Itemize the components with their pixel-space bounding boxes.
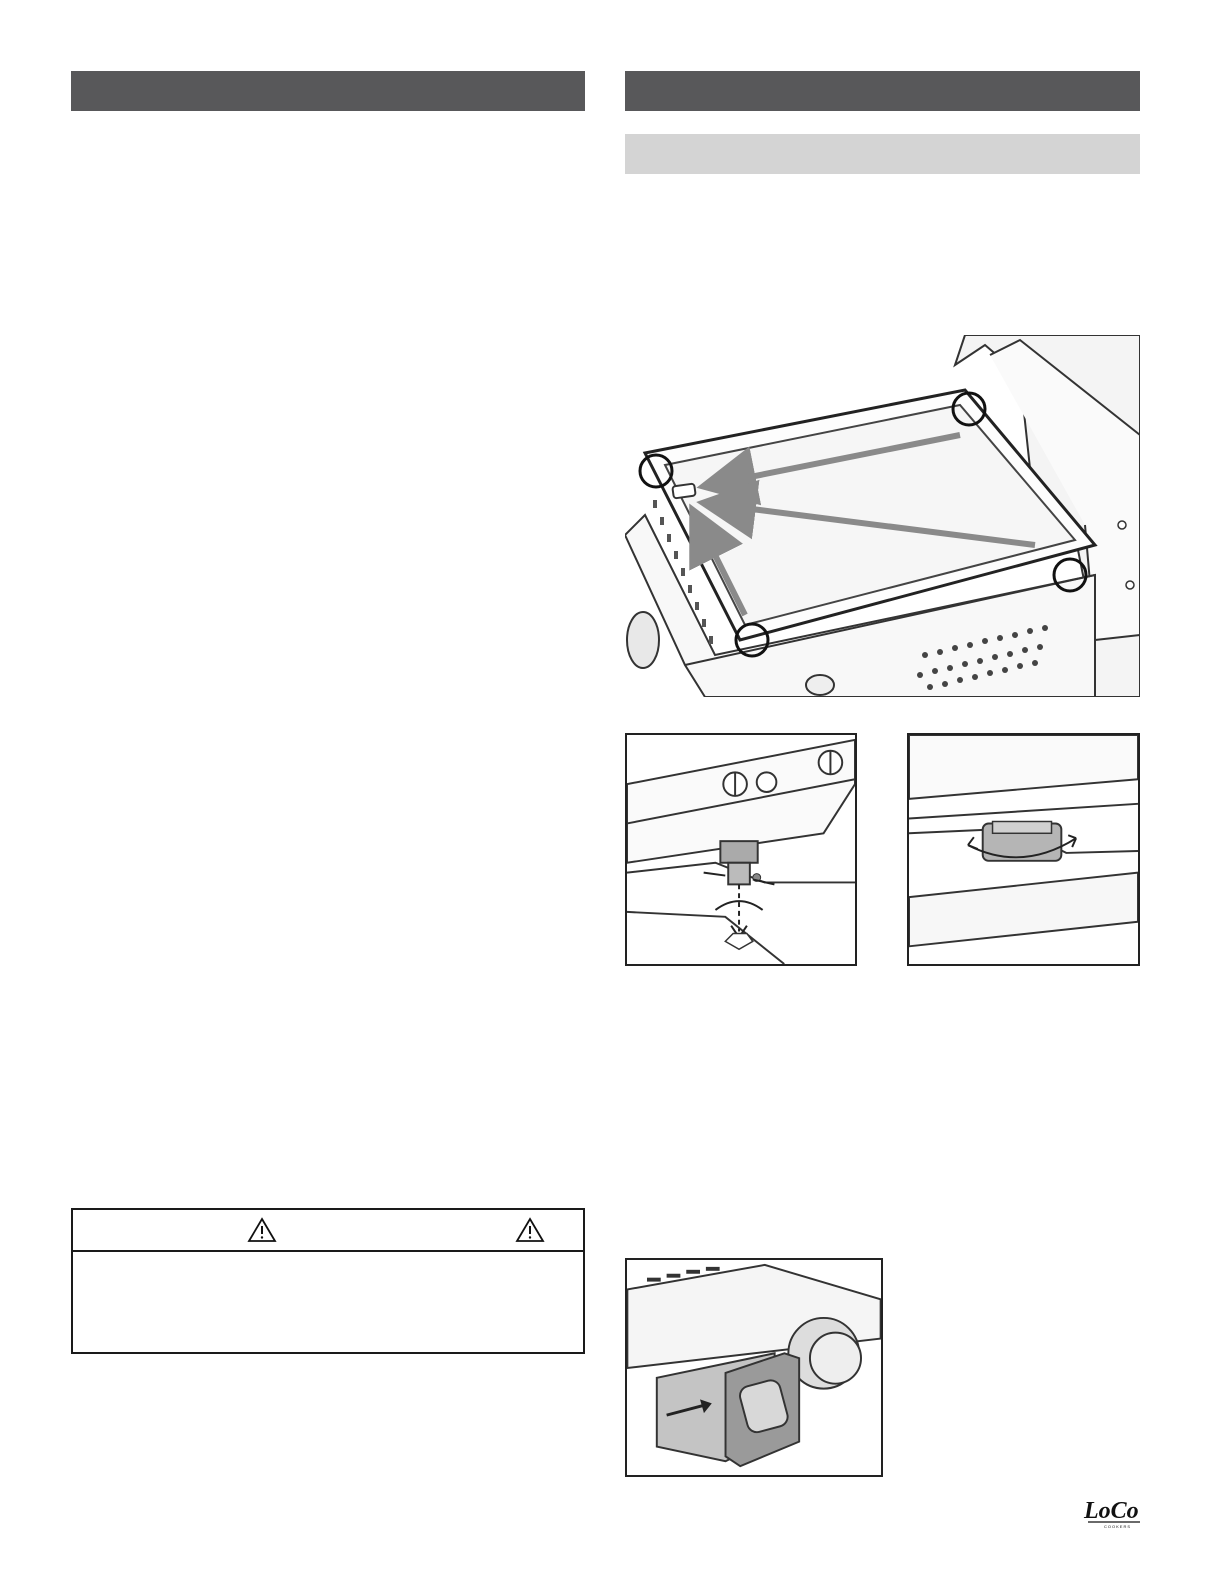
leveling-foot-detail [625,733,857,966]
svg-text:COOKERS: COOKERS [1104,1524,1132,1529]
left-section-header [71,71,585,111]
warning-triangle-icon [515,1217,545,1243]
griddle-tray-leveling-illustration [625,335,1140,697]
svg-text:LoCo: LoCo [1084,1498,1139,1524]
leveling-nut-detail-illustration [909,735,1138,964]
leveling-foot-detail-illustration [627,735,855,964]
griddle-tray-illustration [625,335,1140,697]
warning-triangle-icon [247,1217,277,1243]
brand-logo [1082,1494,1148,1530]
right-section-header [625,71,1140,111]
warning-box [71,1208,585,1354]
warning-header [73,1210,583,1252]
grease-cup-insert-illustration [627,1260,881,1475]
grease-cup-figure [625,1258,883,1477]
right-subsection-header [625,134,1140,174]
leveling-nut-detail [907,733,1140,966]
